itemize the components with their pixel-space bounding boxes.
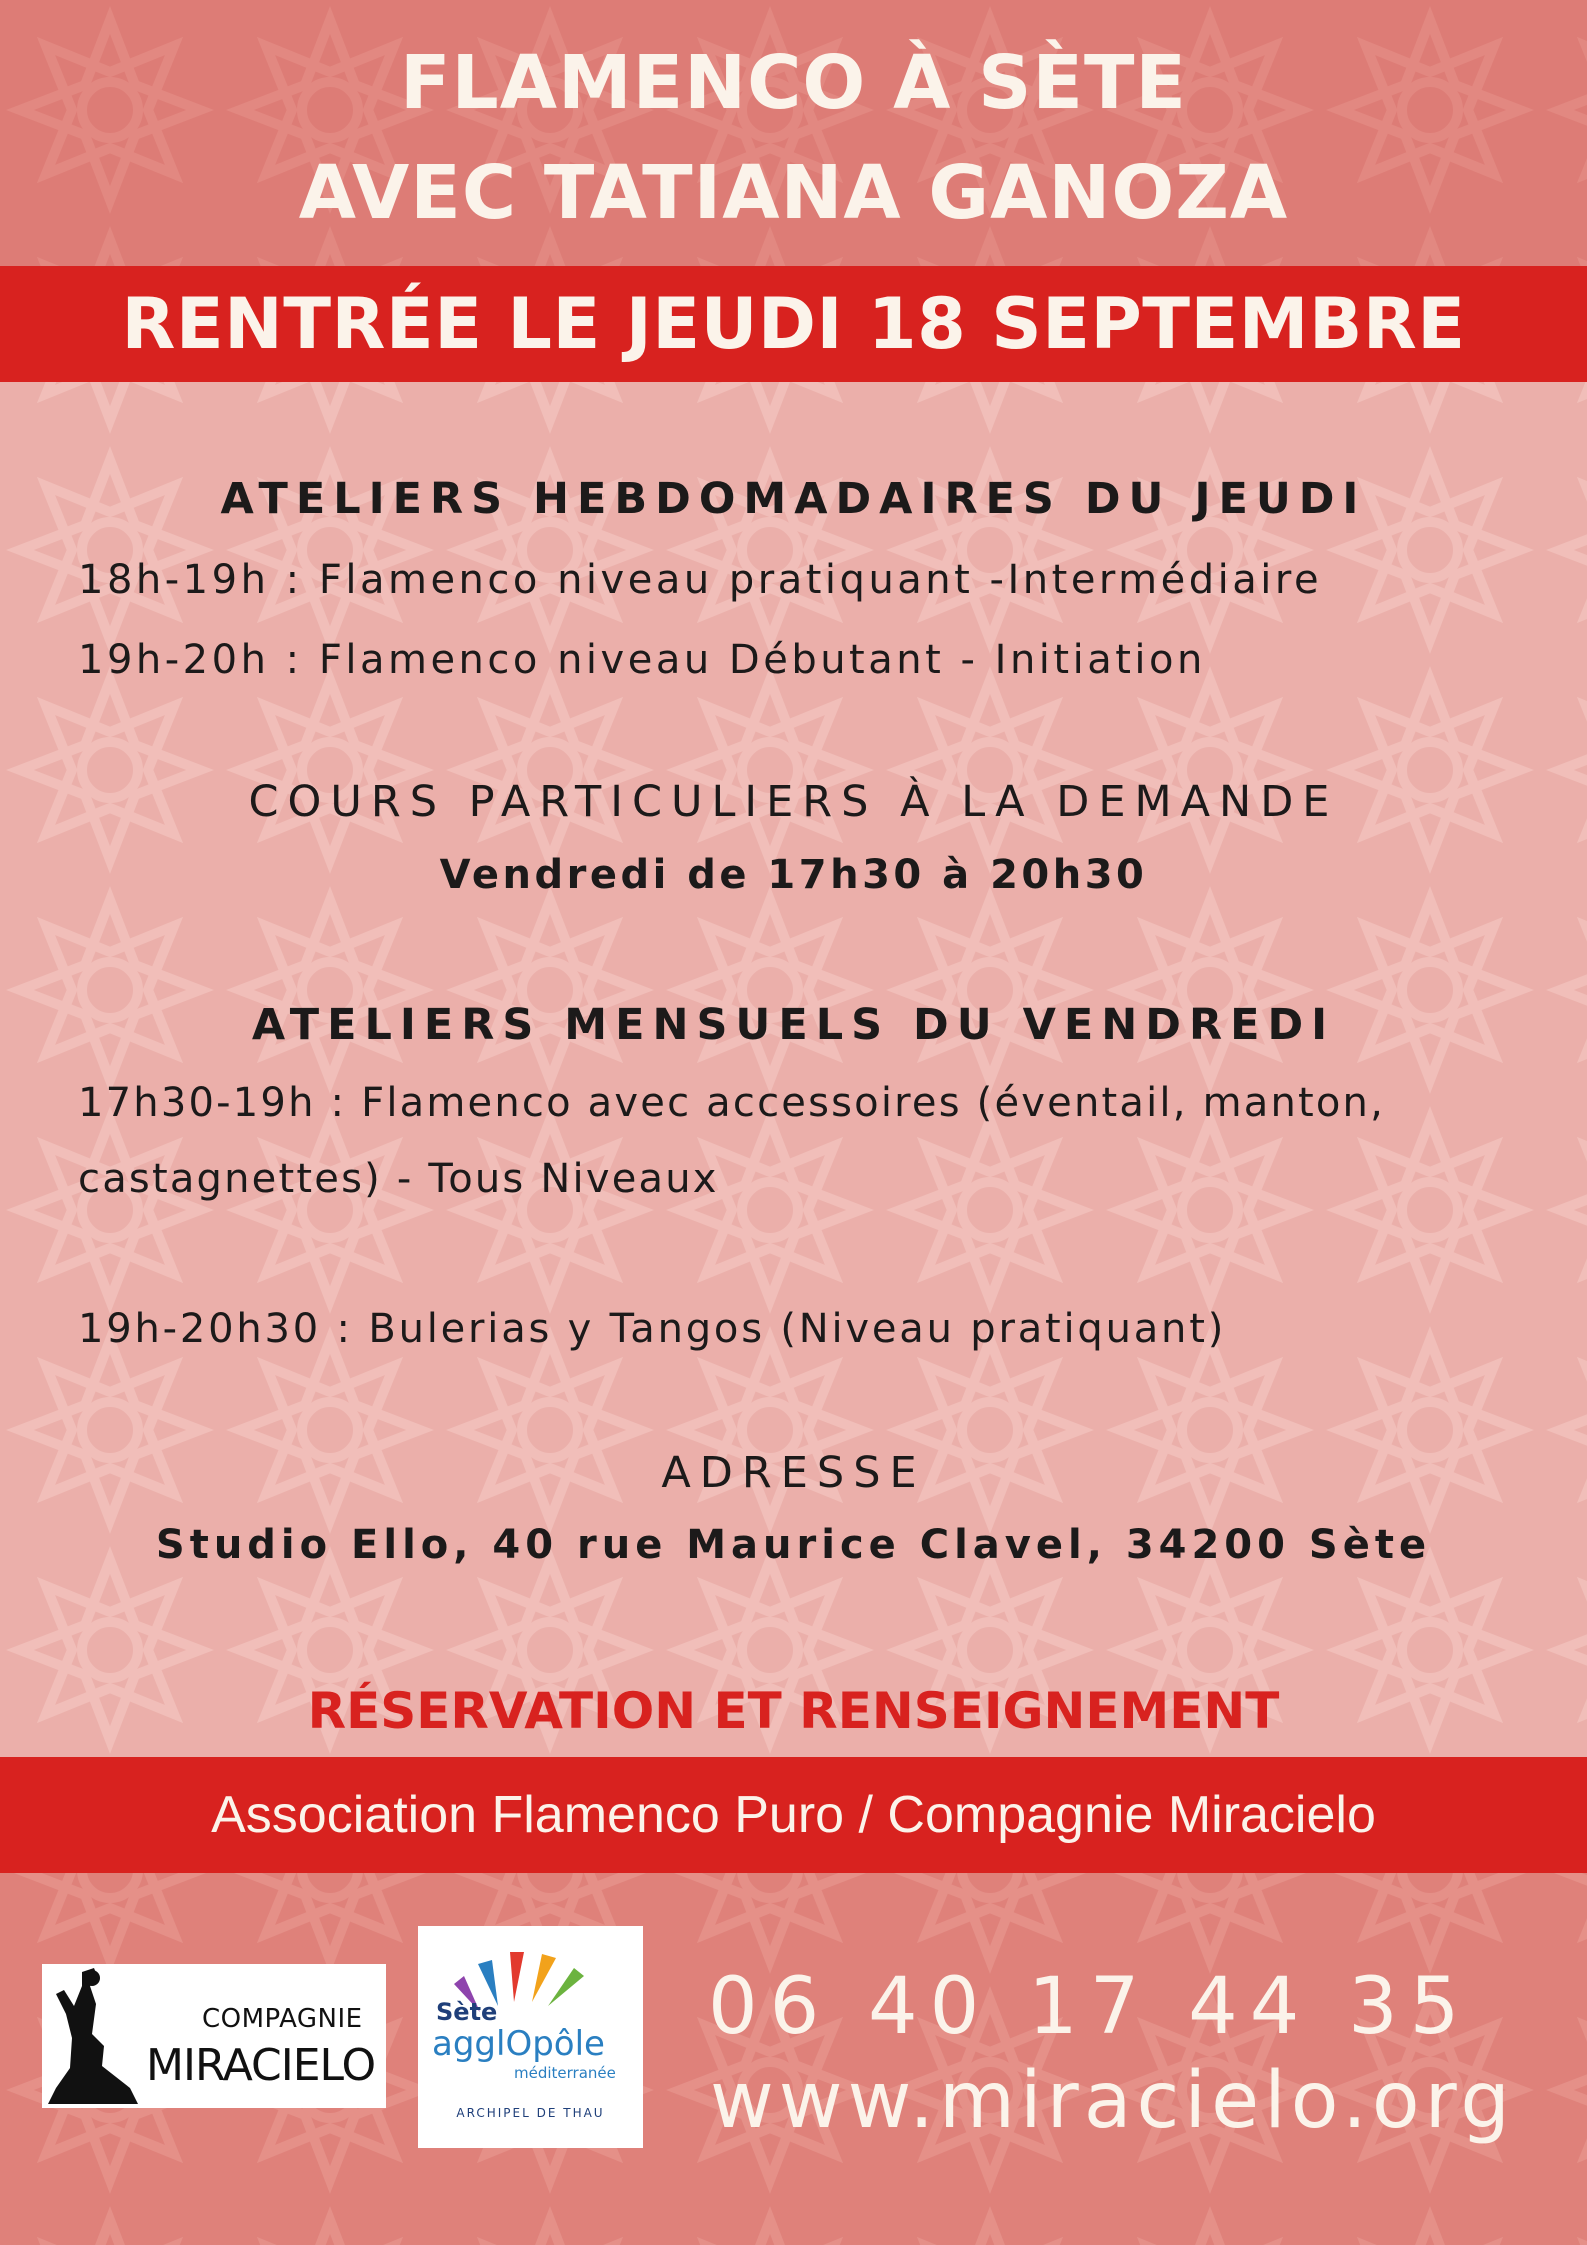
banner-text: RENTRÉE LE JEUDI 18 SEPTEMBRE (121, 283, 1466, 365)
weekly-line: 19h-20h : Flamenco niveau Débutant - Initiation (78, 637, 1206, 683)
address-line: Studio Ello, 40 rue Maurice Clavel, 34200 Sète (155, 1522, 1432, 1568)
phone-number: 06 40 17 44 35 (708, 1962, 1472, 2052)
reservation-heading: RÉSERVATION ET RENSEIGNEMENT (307, 1682, 1280, 1740)
agglo-archipel-text: ARCHIPEL DE THAU (456, 2106, 605, 2120)
agglo-sete-text: Sète (436, 1998, 498, 2026)
miracielo-big-text: MIRACIELO (146, 2040, 376, 2091)
private-line: Vendredi de 17h30 à 20h30 (439, 852, 1148, 898)
monthly-line: 19h-20h30 : Bulerias y Tangos (Niveau pratiquant) (78, 1306, 1227, 1352)
dancer-icon (42, 1964, 162, 2108)
association-text: Association Flamenco Puro / Compagnie Miracielo (211, 1786, 1376, 1844)
private-heading: COURS PARTICULIERS À LA DEMANDE (248, 777, 1339, 827)
monthly-line: castagnettes) - Tous Niveaux (78, 1156, 719, 1202)
monthly-heading: ATELIERS MENSUELS DU VENDREDI (251, 1000, 1336, 1050)
top-banner (0, 266, 1587, 382)
weekly-line: 18h-19h : Flamenco niveau pratiquant -Intermédiaire (78, 557, 1323, 603)
miracielo-logo (42, 1964, 386, 2108)
bottom-banner (0, 1757, 1587, 1873)
title-line-1: FLAMENCO À SÈTE (400, 40, 1187, 126)
monthly-line: 17h30-19h : Flamenco avec accessoires (éventail, manton, (78, 1080, 1386, 1126)
weekly-heading: ATELIERS HEBDOMADAIRES DU JEUDI (220, 474, 1367, 524)
agglo-name-text: agglOpôle (432, 2024, 605, 2064)
title-line-2: AVEC TATIANA GANOZA (298, 150, 1289, 236)
agglopole-logo (418, 1926, 643, 2148)
website-link[interactable]: www.miracielo.org (710, 2056, 1515, 2146)
address-heading: ADRESSE (661, 1448, 926, 1498)
agglo-sub-text: méditerranée (514, 2064, 616, 2082)
miracielo-small-text: COMPAGNIE (202, 2004, 363, 2034)
